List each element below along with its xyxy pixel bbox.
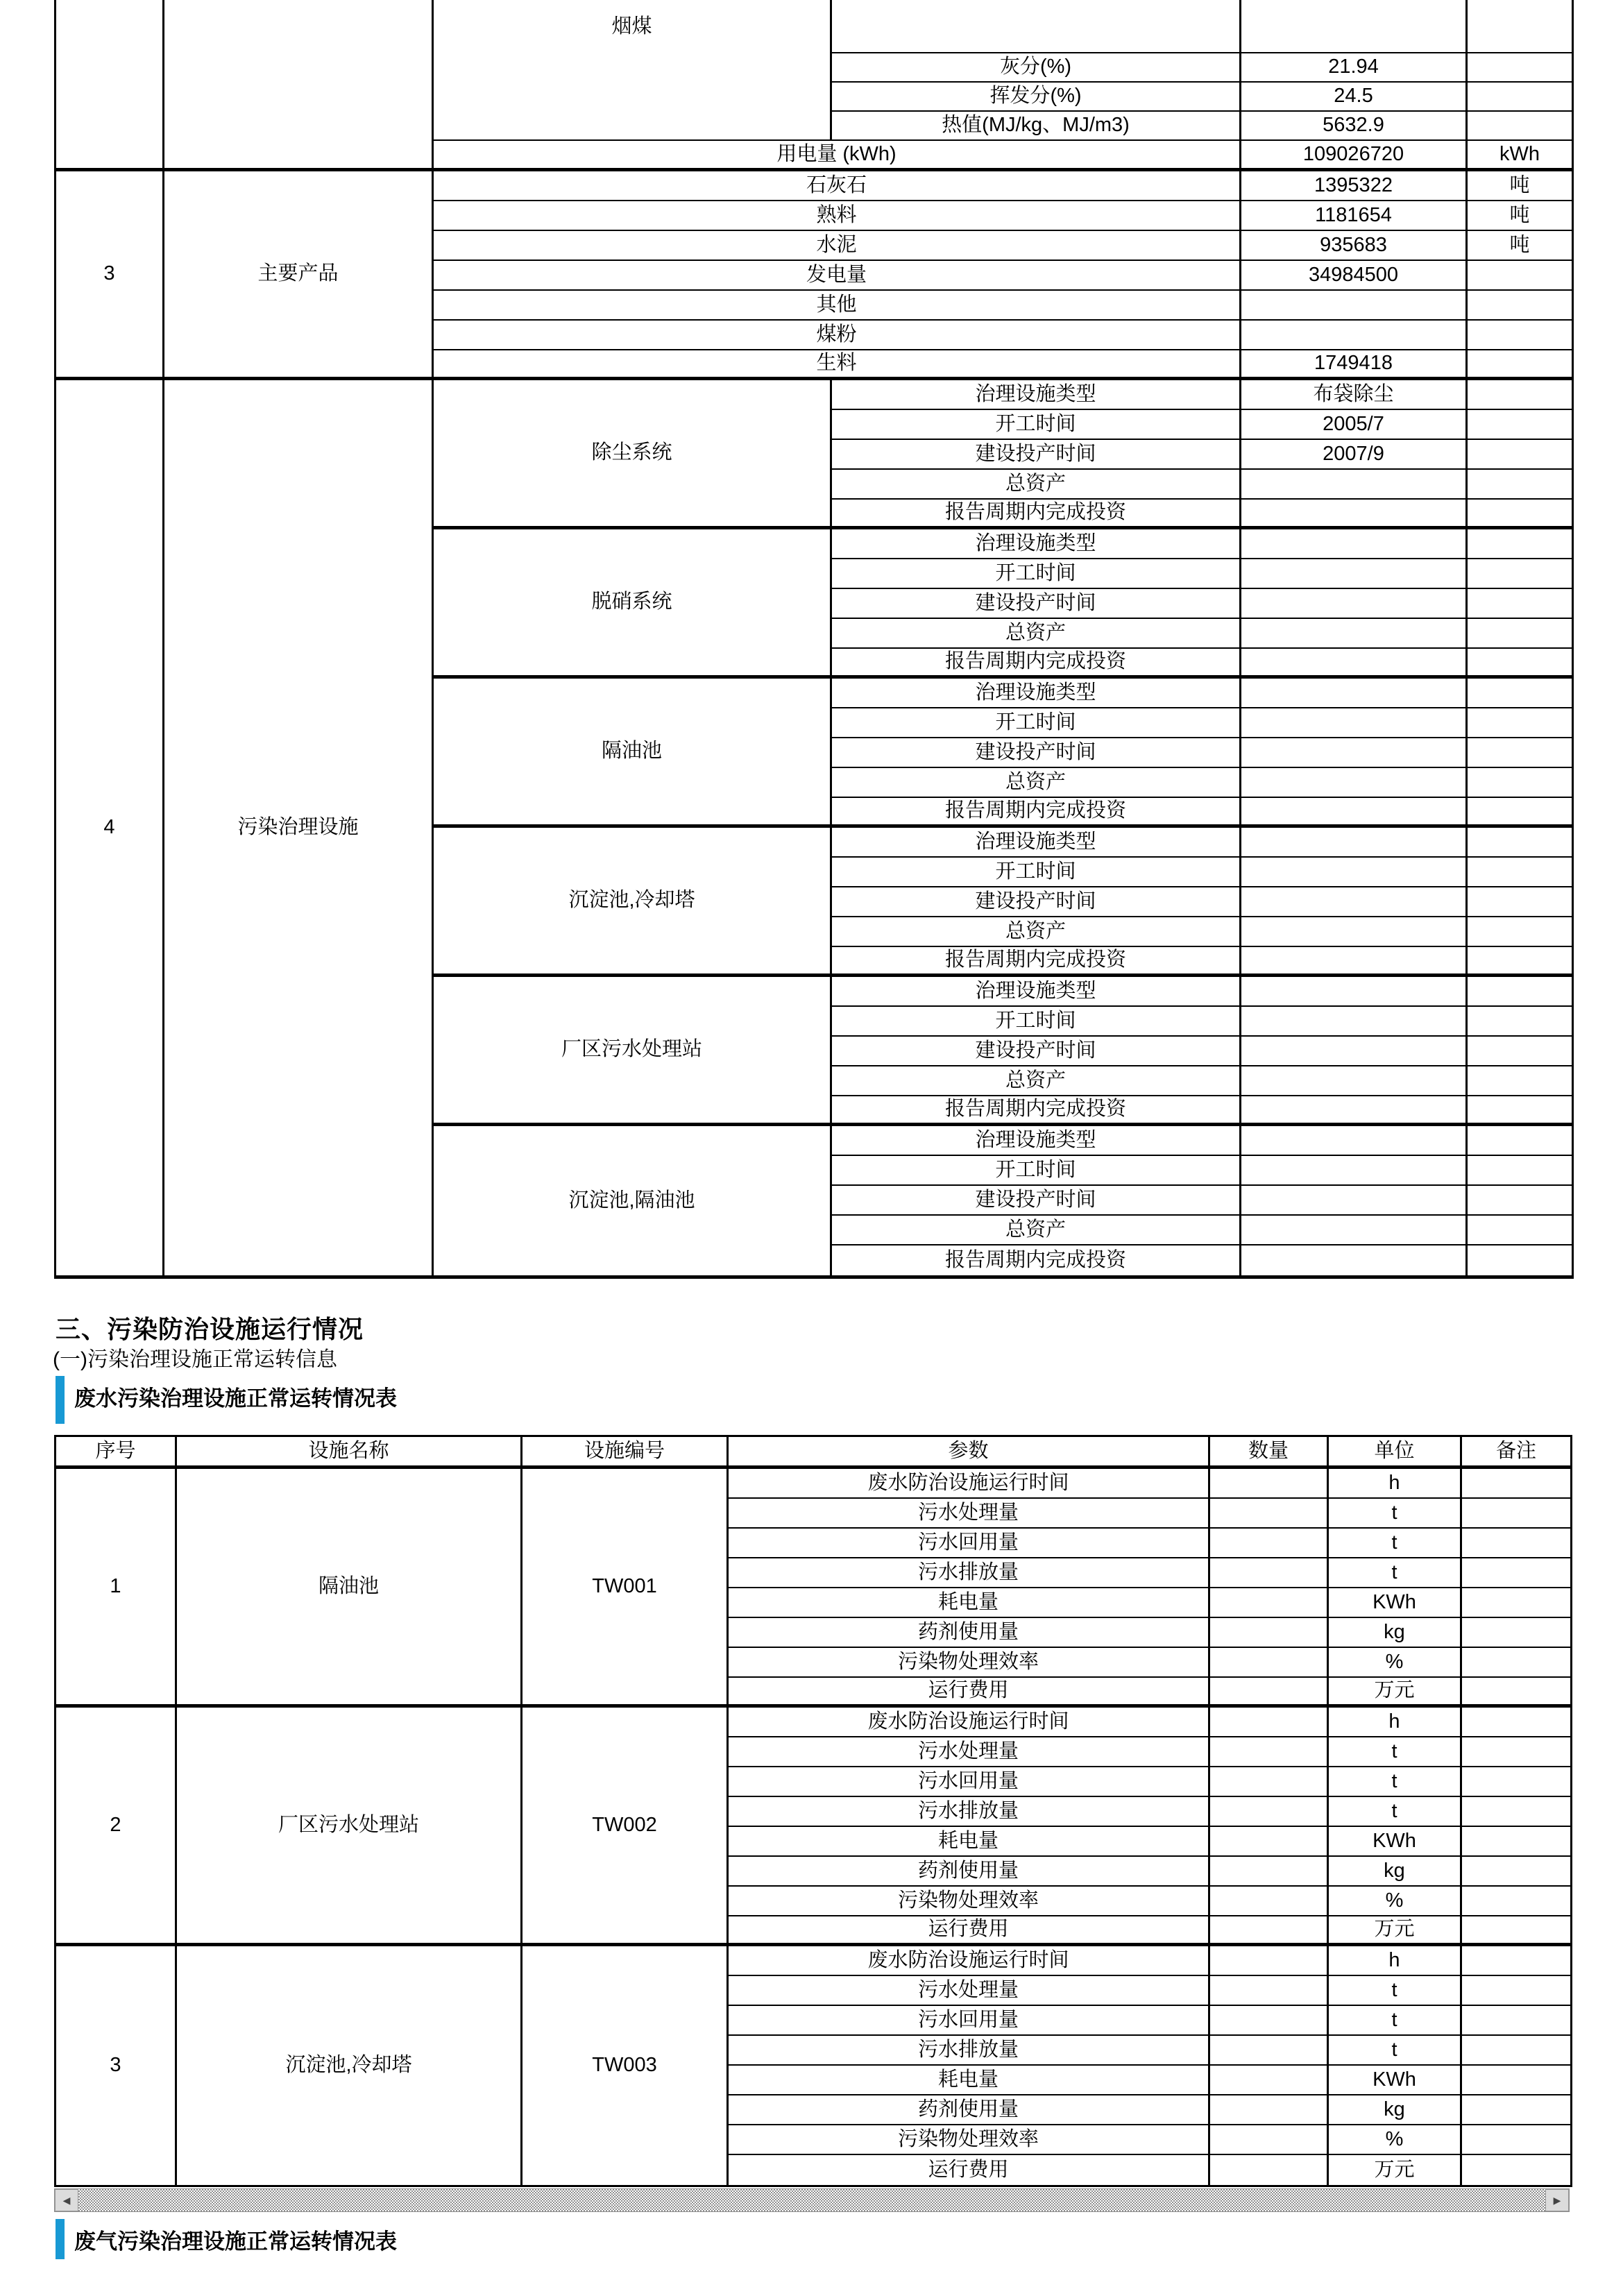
treatment-facility-name-cell: 脱硝系统 [434,529,832,679]
param-unit-cell: kg [1329,1618,1462,1648]
electricity-unit-cell: kWh [1468,141,1572,171]
param-note-cell [1462,2095,1570,2125]
product-value-cell: 1749418 [1241,350,1468,380]
param-unit-cell: t [1329,1797,1462,1827]
param-qty-cell [1210,1737,1329,1767]
product-unit-cell [1468,321,1572,350]
treatment-param-unit-cell [1468,828,1572,858]
fuel-param-value-cell: 24.5 [1241,83,1468,112]
facility-no-cell: 2 [56,1708,177,1946]
treatment-param-unit-cell [1468,977,1572,1007]
param-unit-cell: 万元 [1329,1916,1462,1946]
treatment-param-value-cell [1241,738,1468,768]
facility-info-table [54,0,1574,1279]
treatment-param-unit-cell [1468,798,1572,828]
treatment-param-label-cell: 开工时间 [832,559,1241,589]
param-unit-cell: t [1329,1767,1462,1797]
treatment-param-value-cell [1241,470,1468,500]
product-unit-cell [1468,350,1572,380]
param-note-cell [1462,1827,1570,1857]
treatment-param-value-cell [1241,828,1468,858]
treatment-param-value-cell [1241,1245,1468,1275]
treatment-param-label-cell: 治理设施类型 [832,529,1241,559]
param-unit-cell: kg [1329,2095,1462,2125]
param-qty-cell [1210,1916,1329,1946]
param-note-cell [1462,1618,1570,1648]
product-value-cell [1241,321,1468,350]
treatment-param-unit-cell [1468,619,1572,649]
fuel-param-unit-cell [1468,53,1572,83]
param-name-cell: 耗电量 [729,2066,1210,2095]
wastewater-table-title-block [56,1376,397,1424]
treatment-param-label-cell: 治理设施类型 [832,1126,1241,1156]
treatment-param-value-cell [1241,708,1468,738]
param-name-cell: 污水排放量 [729,1797,1210,1827]
param-qty-cell [1210,1499,1329,1529]
treatment-param-unit-cell [1468,1037,1572,1066]
param-note-cell [1462,1916,1570,1946]
param-qty-cell [1210,2155,1329,2185]
param-note-cell [1462,2155,1570,2185]
param-qty-cell [1210,1708,1329,1737]
param-qty-cell [1210,1588,1329,1618]
column-header-3: 设施编号 [522,1437,729,1469]
param-qty-cell [1210,2095,1329,2125]
param-name-cell: 废水防治设施运行时间 [729,1708,1210,1737]
param-qty-cell [1210,1767,1329,1797]
param-unit-cell: % [1329,1887,1462,1916]
facility-code-cell: TW002 [522,1708,729,1946]
treatment-facility-name-cell: 沉淀池,冷却塔 [434,828,832,977]
horizontal-scrollbar[interactable] [54,2188,1570,2212]
treatment-param-label-cell: 总资产 [832,1066,1241,1096]
param-note-cell [1462,2066,1570,2095]
treatment-param-label-cell: 报告周期内完成投资 [832,500,1241,529]
param-unit-cell: % [1329,1648,1462,1678]
param-name-cell: 废水防治设施运行时间 [729,1946,1210,1976]
param-name-cell: 污染物处理效率 [729,1887,1210,1916]
param-qty-cell [1210,2036,1329,2066]
treatment-param-label-cell: 总资产 [832,619,1241,649]
fuel-param-unit-cell [1468,83,1572,112]
treatment-param-unit-cell [1468,1066,1572,1096]
treatment-param-value-cell [1241,798,1468,828]
treatment-param-unit-cell [1468,917,1572,947]
treatment-param-value-cell: 布袋除尘 [1241,380,1468,410]
param-qty-cell [1210,1797,1329,1827]
param-name-cell: 污水回用量 [729,1767,1210,1797]
param-name-cell: 污水回用量 [729,2006,1210,2036]
param-unit-cell: KWh [1329,1588,1462,1618]
fuel-param-label-cell: 灰分(%) [832,53,1241,83]
param-name-cell: 污水处理量 [729,1976,1210,2006]
param-qty-cell [1210,2006,1329,2036]
treatment-param-unit-cell [1468,649,1572,679]
treatment-param-unit-cell [1468,440,1572,470]
treatment-param-value-cell [1241,1126,1468,1156]
param-unit-cell: t [1329,1499,1462,1529]
param-note-cell [1462,1976,1570,2006]
param-note-cell [1462,1529,1570,1558]
row-number-cell: 4 [56,380,164,1275]
category-name-cell: 污染治理设施 [164,380,434,1275]
treatment-param-label-cell: 报告周期内完成投资 [832,947,1241,977]
param-name-cell: 污水排放量 [729,2036,1210,2066]
section-subheading: (一)污染治理设施正常运转信息 [53,1348,337,1371]
product-label-cell: 水泥 [434,231,1241,261]
column-header-1: 序号 [56,1437,177,1469]
empty-unit-cell [1468,0,1572,53]
wastewater-table-title: 废水污染治理设施正常运转情况表 [74,1386,397,1411]
param-note-cell [1462,1767,1570,1797]
treatment-param-value-cell [1241,1186,1468,1216]
param-unit-cell: t [1329,1529,1462,1558]
treatment-param-unit-cell [1468,1007,1572,1037]
treatment-param-label-cell: 建设投产时间 [832,589,1241,619]
facility-no-cell: 1 [56,1469,177,1708]
param-qty-cell [1210,1618,1329,1648]
treatment-param-value-cell [1241,500,1468,529]
param-qty-cell [1210,1469,1329,1499]
title-accent-bar [56,1376,65,1424]
electricity-value-cell: 109026720 [1241,141,1468,171]
treatment-param-unit-cell [1468,529,1572,559]
treatment-param-value-cell [1241,1096,1468,1126]
treatment-param-unit-cell [1468,410,1572,440]
treatment-param-label-cell: 开工时间 [832,858,1241,887]
param-qty-cell [1210,1887,1329,1916]
param-name-cell: 污水排放量 [729,1558,1210,1588]
treatment-param-label-cell: 治理设施类型 [832,828,1241,858]
treatment-facility-name-cell: 隔油池 [434,679,832,828]
treatment-param-label-cell: 治理设施类型 [832,977,1241,1007]
fuel-name-cell: 烟煤 [434,0,832,141]
param-name-cell: 药剂使用量 [729,1857,1210,1887]
wastewater-operation-table [54,1435,1572,2187]
treatment-param-unit-cell [1468,559,1572,589]
product-value-cell: 935683 [1241,231,1468,261]
param-note-cell [1462,1499,1570,1529]
fuel-param-label-cell: 挥发分(%) [832,83,1241,112]
scroll-right-button[interactable] [1545,2189,1569,2211]
category-name-cell: 主要产品 [164,171,434,380]
param-unit-cell: % [1329,2125,1462,2155]
treatment-param-label-cell: 报告周期内完成投资 [832,649,1241,679]
treatment-param-unit-cell [1468,947,1572,977]
param-qty-cell [1210,1648,1329,1678]
param-qty-cell [1210,1529,1329,1558]
param-name-cell: 运行费用 [729,1678,1210,1708]
param-note-cell [1462,1737,1570,1767]
facility-no-cell: 3 [56,1946,177,2185]
treatment-param-unit-cell [1468,1096,1572,1126]
treatment-param-value-cell: 2007/9 [1241,440,1468,470]
param-qty-cell [1210,2066,1329,2095]
param-name-cell: 废水防治设施运行时间 [729,1469,1210,1499]
wastegas-table-title: 废气污染治理设施正常运转情况表 [74,2229,397,2254]
param-qty-cell [1210,2125,1329,2155]
product-value-cell: 34984500 [1241,261,1468,291]
fuel-param-unit-cell [1468,112,1572,141]
electricity-label-cell: 用电量 (kWh) [434,141,1241,171]
title-accent-bar [56,2219,65,2259]
param-name-cell: 药剂使用量 [729,2095,1210,2125]
treatment-facility-name-cell: 沉淀池,隔油池 [434,1126,832,1275]
treatment-param-value-cell [1241,917,1468,947]
product-value-cell [1241,291,1468,321]
treatment-param-label-cell: 建设投产时间 [832,440,1241,470]
product-unit-cell [1468,261,1572,291]
treatment-param-unit-cell [1468,858,1572,887]
param-note-cell [1462,1678,1570,1708]
param-note-cell [1462,1588,1570,1618]
scroll-left-button[interactable] [55,2189,78,2211]
treatment-param-unit-cell [1468,1245,1572,1275]
treatment-param-value-cell [1241,529,1468,559]
param-note-cell [1462,1797,1570,1827]
param-unit-cell: kg [1329,1857,1462,1887]
treatment-param-unit-cell [1468,1156,1572,1186]
param-unit-cell: KWh [1329,1827,1462,1857]
column-header-6: 单位 [1329,1437,1462,1469]
treatment-param-value-cell [1241,1066,1468,1096]
fuel-param-value-cell: 21.94 [1241,53,1468,83]
treatment-param-label-cell: 建设投产时间 [832,887,1241,917]
param-note-cell [1462,1887,1570,1916]
param-unit-cell: h [1329,1708,1462,1737]
param-unit-cell: t [1329,2006,1462,2036]
param-note-cell [1462,2006,1570,2036]
treatment-param-label-cell: 报告周期内完成投资 [832,798,1241,828]
wastegas-table-title-block [56,2219,397,2259]
param-note-cell [1462,1946,1570,1976]
treatment-param-unit-cell [1468,1216,1572,1245]
treatment-param-unit-cell [1468,887,1572,917]
treatment-param-value-cell [1241,947,1468,977]
param-note-cell [1462,1469,1570,1499]
param-unit-cell: KWh [1329,2066,1462,2095]
treatment-param-value-cell [1241,887,1468,917]
treatment-param-label-cell: 建设投产时间 [832,1186,1241,1216]
facility-name-cell: 隔油池 [177,1469,522,1708]
treatment-param-value-cell [1241,1037,1468,1066]
param-unit-cell: h [1329,1946,1462,1976]
treatment-param-unit-cell [1468,1126,1572,1156]
treatment-param-unit-cell [1468,679,1572,708]
treatment-param-label-cell: 治理设施类型 [832,679,1241,708]
param-unit-cell: t [1329,2036,1462,2066]
treatment-param-label-cell: 建设投产时间 [832,1037,1241,1066]
param-note-cell [1462,1857,1570,1887]
treatment-param-label-cell: 建设投产时间 [832,738,1241,768]
param-note-cell [1462,1648,1570,1678]
product-label-cell: 熟料 [434,201,1241,231]
row-number-cell [56,0,164,171]
treatment-param-value-cell [1241,1007,1468,1037]
fuel-param-label-cell: 热值(MJ/kg、MJ/m3) [832,112,1241,141]
column-header-2: 设施名称 [177,1437,522,1469]
treatment-param-label-cell: 开工时间 [832,410,1241,440]
facility-code-cell: TW001 [522,1469,729,1708]
treatment-param-value-cell: 2005/7 [1241,410,1468,440]
column-header-7: 备注 [1462,1437,1570,1469]
param-unit-cell: t [1329,1737,1462,1767]
param-qty-cell [1210,1678,1329,1708]
column-header-5: 数量 [1210,1437,1329,1469]
product-value-cell: 1181654 [1241,201,1468,231]
category-name-cell [164,0,434,171]
empty-param-cell [832,0,1241,53]
scrollbar-track[interactable] [78,2189,1545,2211]
param-name-cell: 污染物处理效率 [729,1648,1210,1678]
treatment-param-value-cell [1241,619,1468,649]
facility-name-cell: 沉淀池,冷却塔 [177,1946,522,2185]
param-note-cell [1462,2125,1570,2155]
param-unit-cell: t [1329,1558,1462,1588]
product-unit-cell: 吨 [1468,231,1572,261]
product-unit-cell: 吨 [1468,171,1572,201]
treatment-param-value-cell [1241,1216,1468,1245]
param-name-cell: 药剂使用量 [729,1618,1210,1648]
treatment-param-value-cell [1241,768,1468,798]
treatment-param-value-cell [1241,589,1468,619]
param-name-cell: 运行费用 [729,2155,1210,2185]
treatment-param-value-cell [1241,649,1468,679]
treatment-param-unit-cell [1468,470,1572,500]
param-unit-cell: 万元 [1329,2155,1462,2185]
treatment-param-label-cell: 治理设施类型 [832,380,1241,410]
treatment-param-value-cell [1241,977,1468,1007]
treatment-param-label-cell: 报告周期内完成投资 [832,1096,1241,1126]
treatment-param-unit-cell [1468,380,1572,410]
product-unit-cell [1468,291,1572,321]
product-value-cell: 1395322 [1241,171,1468,201]
treatment-param-label-cell: 开工时间 [832,1156,1241,1186]
treatment-param-label-cell: 总资产 [832,768,1241,798]
product-label-cell: 石灰石 [434,171,1241,201]
treatment-param-unit-cell [1468,708,1572,738]
param-qty-cell [1210,1558,1329,1588]
treatment-param-unit-cell [1468,768,1572,798]
treatment-param-label-cell: 开工时间 [832,708,1241,738]
treatment-param-unit-cell [1468,738,1572,768]
treatment-param-label-cell: 总资产 [832,1216,1241,1245]
param-name-cell: 耗电量 [729,1827,1210,1857]
treatment-param-unit-cell [1468,589,1572,619]
product-unit-cell: 吨 [1468,201,1572,231]
treatment-param-unit-cell [1468,1186,1572,1216]
param-qty-cell [1210,1827,1329,1857]
param-unit-cell: t [1329,1976,1462,2006]
product-label-cell: 煤粉 [434,321,1241,350]
param-qty-cell [1210,1946,1329,1976]
param-unit-cell: 万元 [1329,1678,1462,1708]
treatment-facility-name-cell: 厂区污水处理站 [434,977,832,1126]
treatment-param-value-cell [1241,679,1468,708]
product-label-cell: 生料 [434,350,1241,380]
scroll-left-arrow-icon: ◀ [62,2194,71,2206]
param-name-cell: 耗电量 [729,1588,1210,1618]
param-unit-cell: h [1329,1469,1462,1499]
treatment-facility-name-cell: 除尘系统 [434,380,832,529]
param-name-cell: 污水回用量 [729,1529,1210,1558]
treatment-param-value-cell [1241,1156,1468,1186]
param-qty-cell [1210,1857,1329,1887]
param-name-cell: 污染物处理效率 [729,2125,1210,2155]
column-header-4: 参数 [729,1437,1210,1469]
treatment-param-label-cell: 总资产 [832,470,1241,500]
param-qty-cell [1210,1976,1329,2006]
empty-value-cell [1241,0,1468,53]
product-label-cell: 其他 [434,291,1241,321]
param-note-cell [1462,1708,1570,1737]
treatment-param-value-cell [1241,559,1468,589]
treatment-param-label-cell: 开工时间 [832,1007,1241,1037]
fuel-param-value-cell: 5632.9 [1241,112,1468,141]
param-note-cell [1462,1558,1570,1588]
treatment-param-unit-cell [1468,500,1572,529]
param-name-cell: 污水处理量 [729,1499,1210,1529]
treatment-param-label-cell: 总资产 [832,917,1241,947]
param-name-cell: 运行费用 [729,1916,1210,1946]
product-label-cell: 发电量 [434,261,1241,291]
param-name-cell: 污水处理量 [729,1737,1210,1767]
scroll-right-arrow-icon: ▶ [1553,2194,1561,2206]
facility-code-cell: TW003 [522,1946,729,2185]
treatment-param-label-cell: 报告周期内完成投资 [832,1245,1241,1275]
param-note-cell [1462,2036,1570,2066]
section-heading: 三、污染防治设施运行情况 [56,1315,364,1343]
facility-name-cell: 厂区污水处理站 [177,1708,522,1946]
treatment-param-value-cell [1241,858,1468,887]
row-number-cell: 3 [56,171,164,380]
